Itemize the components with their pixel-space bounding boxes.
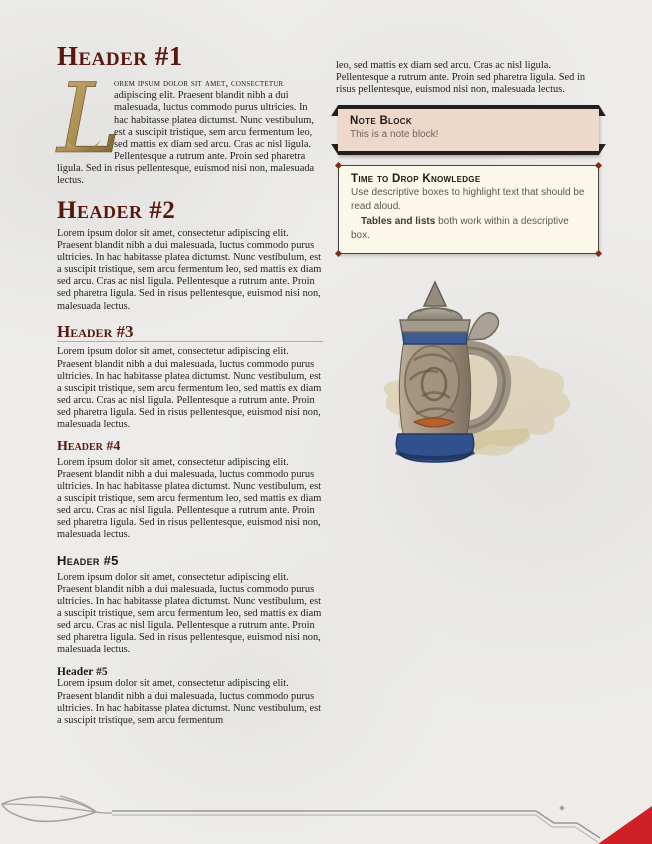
- stein-lid-rim: [400, 320, 470, 332]
- stein-relief: [405, 346, 459, 418]
- stein-thumb-lever: [468, 312, 498, 339]
- dropcap-paragraph-rest: adipiscing elit. Praesent blandit nibh a dui malesuada, luctus commodo purus ultricies. In hac habitasse platea dictumst. Nunc vestibulum, est a suscipit tristique, sem arcu fermentum leo, sed mattis ex diam sed arcu. Cras ac nisl ligula. Pellentesque a rutrum ante. Proin sed pharetra ligula. Sed in risus pellentesque, euismod nisi non, malesuada lectus.: [57, 90, 315, 186]
- dropcap-letter-ornament: [57, 63, 121, 176]
- stein-illustration: [358, 276, 590, 488]
- footer-step-top: [536, 811, 600, 838]
- section-header-4: Header #4: [57, 438, 121, 454]
- section-header-3: Header #3: [57, 323, 323, 343]
- note-block-body: This is a note block!: [350, 129, 439, 141]
- section-6-paragraph-truncated: Lorem ipsum dolor sit amet, consectetur adipiscing elit. Praesent blandit nibh a dui malesuada, luctus commodo purus ultricies. In hac habitasse platea dictumst. Nunc vestibulum, est a suscipit tristique, sem arcu fermentum: [57, 678, 322, 726]
- corner-dot: [335, 250, 342, 257]
- descriptive-box: [338, 165, 599, 254]
- section-header-6: Header #5: [57, 666, 108, 679]
- note-block: [338, 105, 599, 155]
- section-4-paragraph: Lorem ipsum dolor sit amet, consectetur adipiscing elit. Praesent blandit nibh a dui malesuada, luctus commodo purus ultricies. In hac habitasse platea dictumst. Nunc vestibulum, est a suscipit tristique, sem arcu fermentum leo, sed mattis ex diam sed arcu. Cras ac nisl ligula. Pellentesque a rutrum ante. Proin sed pharetra ligula. Sed in risus pellentesque, euismod nisi non, malesuada lectus.: [57, 456, 322, 540]
- right-column: [336, 60, 601, 488]
- page-title: Header #1: [57, 41, 183, 71]
- corner-dot: [335, 162, 342, 169]
- left-column: [57, 42, 323, 729]
- footer-ornament: [0, 782, 652, 844]
- corner-dot: [595, 250, 602, 257]
- note-bar-tip: [331, 144, 338, 155]
- section-5-paragraph: Lorem ipsum dolor sit amet, consectetur adipiscing elit. Praesent blandit nibh a dui malesuada, luctus commodo purus ultricies. In hac habitasse platea dictumst. Nunc vestibulum, est a suscipit tristique, sem arcu fermentum leo, sed mattis ex diam sed arcu. Cras ac nisl ligula. Pellentesque a rutrum ante. Proin sed pharetra ligula. Sed in risus pellentesque, euismod nisi non, malesuada lectus.: [57, 572, 322, 656]
- note-block-title: Note Block: [350, 115, 412, 128]
- footer-leaf: [2, 797, 96, 821]
- descriptive-box-bold: Tables and lists: [361, 215, 436, 227]
- section-3-paragraph: Lorem ipsum dolor sit amet, consectetur adipiscing elit. Praesent blandit nibh a dui malesuada, luctus commodo purus ultricies. In hac habitasse platea dictumst. Nunc vestibulum, est a suscipit tristique, sem arcu fermentum leo, sed mattis ex diam sed arcu. Cras ac nisl ligula. Pellentesque a rutrum ante. Proin sed pharetra ligula. Sed in risus pellentesque, euismod nisi non, malesuada lectus.: [57, 346, 322, 430]
- dropcap-paragraph: [57, 63, 323, 187]
- descriptive-box-line2-rest: both work within a descriptive box.: [351, 215, 569, 242]
- note-bar-tip: [599, 144, 606, 155]
- continuation-paragraph: leo, sed mattis ex diam sed arcu. Cras ac nisl ligula. Pellentesque a rutrum ante. Proin sed pharetra ligula. Sed in risus pellentesque, euismod nisi non, malesuada lectus.: [336, 60, 586, 96]
- section-2-paragraph: Lorem ipsum dolor sit amet, consectetur adipiscing elit. Praesent blandit nibh a dui malesuada, luctus commodo purus ultricies. In hac habitasse platea dictumst. Nunc vestibulum, est a suscipit tristique, sem arcu fermentum leo, sed mattis ex diam sed arcu. Cras ac nisl ligula. Pellentesque a rutrum ante. Proin sed pharetra ligula. Sed in risus pellentesque, euismod nisi non, malesuada lectus.: [57, 228, 322, 312]
- beer-stein-image: [358, 276, 590, 488]
- dropcap-letter: L: [57, 63, 121, 176]
- descriptive-box-line1: Use descriptive boxes to highlight text that should be read aloud.: [351, 186, 585, 213]
- stein-finial: [424, 282, 446, 306]
- stein-lid: [408, 308, 462, 320]
- footer-red-triangle: [598, 806, 652, 844]
- footer-step-bottom: [536, 815, 598, 842]
- note-bar-tip: [599, 105, 606, 116]
- note-bar-tip: [331, 105, 338, 116]
- section-header-5: Header #5: [57, 553, 119, 568]
- descriptive-box-title: Time to Drop Knowledge: [351, 172, 481, 185]
- lead-smallcaps: orem ipsum dolor sit amet, consectetur: [114, 78, 284, 90]
- descriptive-box-line2: [351, 215, 586, 244]
- section-header-2: Header #2: [57, 196, 176, 224]
- footer-dot: [559, 805, 565, 811]
- corner-dot: [595, 162, 602, 169]
